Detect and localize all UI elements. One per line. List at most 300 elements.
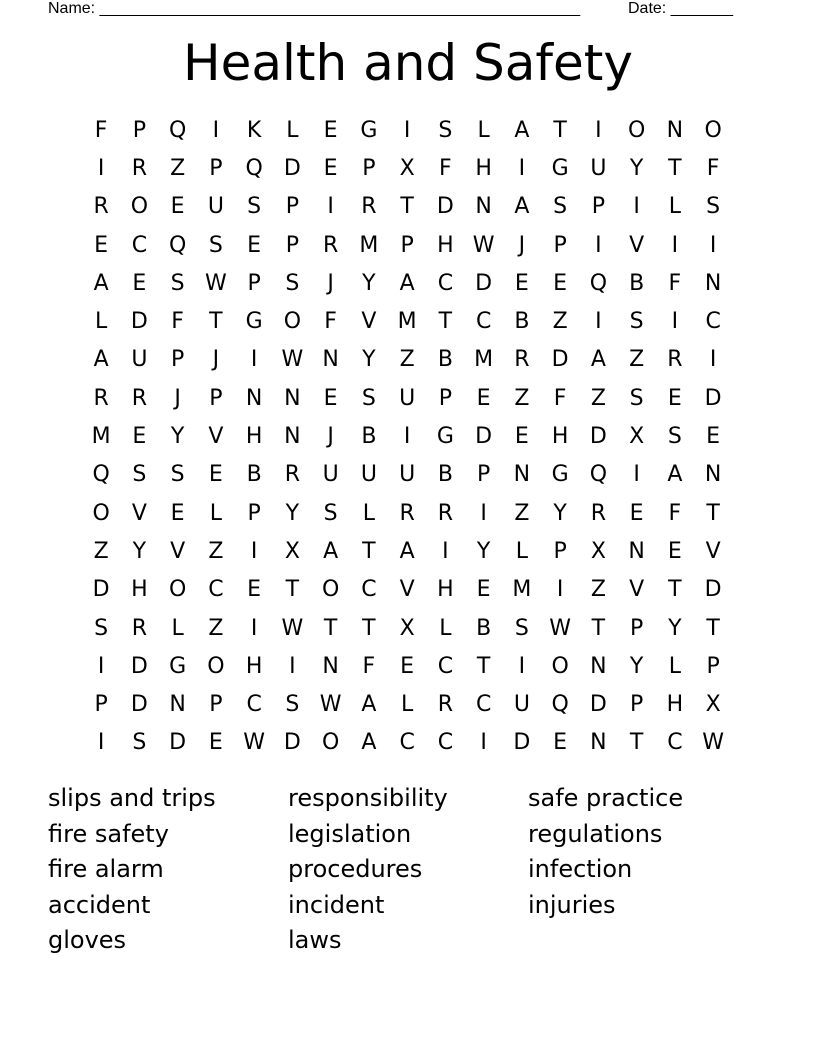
grid-letter[interactable]: W — [243, 730, 265, 756]
grid-letter[interactable]: P — [476, 462, 491, 488]
grid-letter[interactable]: N — [704, 462, 722, 488]
grid-letter[interactable]: P — [629, 615, 644, 641]
grid-letter[interactable]: D — [169, 730, 187, 756]
grid-letter[interactable]: E — [323, 385, 338, 411]
grid-letter[interactable]: T — [591, 615, 606, 641]
grid-letter[interactable]: F — [362, 653, 376, 679]
grid-letter[interactable]: D — [130, 653, 148, 679]
grid-letter[interactable]: H — [245, 424, 263, 450]
grid-letter[interactable]: O — [627, 117, 646, 143]
grid-letter[interactable]: C — [475, 309, 492, 335]
grid-letter[interactable]: H — [475, 155, 492, 181]
grid-letter[interactable]: P — [553, 538, 567, 564]
grid-letter[interactable]: E — [132, 424, 147, 450]
grid-letter[interactable]: I — [442, 538, 449, 564]
grid-letter[interactable]: P — [362, 155, 376, 181]
grid-letter[interactable]: I — [250, 615, 258, 641]
grid-letter[interactable]: R — [131, 155, 148, 181]
grid-letter[interactable]: F — [706, 155, 720, 181]
grid-letter[interactable]: E — [553, 730, 568, 756]
grid-letter[interactable]: E — [323, 155, 338, 181]
grid-letter[interactable]: S — [94, 615, 109, 641]
grid-letter[interactable]: S — [285, 270, 300, 296]
grid-letter[interactable]: F — [171, 309, 184, 335]
grid-letter[interactable]: Y — [629, 653, 644, 679]
grid-letter[interactable]: X — [590, 538, 606, 564]
grid-letter[interactable]: I — [595, 309, 602, 335]
grid-letter[interactable]: E — [667, 538, 682, 564]
grid-letter[interactable]: T — [668, 155, 682, 181]
grid-letter[interactable]: X — [629, 424, 645, 450]
grid-letter[interactable]: E — [208, 462, 223, 488]
grid-letter[interactable]: E — [400, 653, 415, 679]
grid-letter[interactable]: M — [91, 424, 111, 450]
grid-letter[interactable]: G — [245, 309, 263, 335]
grid-letter[interactable]: P — [209, 385, 223, 411]
grid-letter[interactable]: P — [553, 232, 567, 258]
grid-letter[interactable]: D — [551, 347, 569, 373]
grid-letter[interactable]: Y — [362, 347, 376, 373]
grid-letter[interactable]: Z — [208, 615, 224, 641]
grid-letter[interactable]: T — [706, 500, 720, 526]
grid-letter[interactable]: I — [403, 117, 411, 143]
grid-letter[interactable]: C — [131, 232, 148, 258]
grid-letter[interactable]: I — [97, 653, 105, 679]
grid-letter[interactable]: D — [283, 155, 301, 181]
grid-letter[interactable]: I — [595, 232, 602, 258]
grid-letter[interactable]: B — [361, 424, 377, 450]
grid-letter[interactable]: D — [475, 424, 493, 450]
grid-letter[interactable]: E — [323, 117, 338, 143]
grid-letter[interactable]: Z — [93, 538, 109, 564]
grid-letter[interactable]: N — [590, 730, 607, 756]
header-line — [48, 0, 768, 20]
grid-letter[interactable]: G — [360, 117, 378, 143]
grid-letter[interactable]: D — [92, 577, 110, 603]
grid-letter[interactable]: P — [591, 194, 606, 220]
grid-letter[interactable]: U — [590, 155, 607, 181]
grid-letter[interactable]: Y — [476, 538, 491, 564]
grid-letter[interactable]: Q — [168, 232, 187, 258]
grid-letter[interactable]: Y — [285, 500, 300, 526]
grid-letter[interactable]: B — [437, 462, 453, 488]
grid-letter[interactable]: S — [438, 117, 453, 143]
grid-letter[interactable]: Y — [170, 424, 185, 450]
grid-letter[interactable]: A — [514, 194, 530, 220]
grid-letter[interactable]: F — [94, 117, 108, 143]
grid-letter[interactable]: P — [400, 232, 414, 258]
grid-letter[interactable]: R — [514, 347, 530, 373]
grid-letter[interactable]: S — [706, 194, 721, 220]
grid-letter[interactable]: A — [361, 730, 377, 756]
grid-letter[interactable]: V — [361, 309, 377, 335]
grid-letter[interactable]: C — [399, 730, 415, 756]
grid-letter[interactable]: M — [359, 232, 379, 258]
grid-letter[interactable]: D — [130, 309, 148, 335]
grid-letter[interactable]: S — [361, 385, 376, 411]
grid-letter[interactable]: H — [245, 653, 263, 679]
grid-letter[interactable]: S — [208, 232, 223, 258]
word-bank-item: regulations — [528, 819, 663, 848]
grid-letter[interactable]: N — [284, 424, 301, 450]
word-bank-item: injuries — [528, 890, 616, 919]
grid-letter[interactable]: C — [437, 653, 454, 679]
grid-letter[interactable]: T — [706, 615, 720, 641]
grid-letter[interactable]: I — [633, 194, 640, 220]
grid-letter[interactable]: Y — [668, 615, 682, 641]
grid-letter[interactable]: Q — [551, 692, 569, 718]
grid-letter[interactable]: L — [94, 309, 108, 335]
grid-letter[interactable]: I — [480, 500, 487, 526]
grid-letter[interactable]: E — [476, 385, 491, 411]
grid-letter[interactable]: R — [93, 194, 109, 220]
grid-letter[interactable]: A — [514, 117, 530, 143]
grid-letter[interactable]: Z — [629, 347, 645, 373]
grid-letter[interactable]: L — [286, 117, 299, 143]
grid-letter[interactable]: T — [629, 730, 644, 756]
grid-letter[interactable]: Y — [629, 155, 644, 181]
grid-letter[interactable]: P — [209, 692, 223, 718]
grid-letter[interactable]: R — [437, 500, 454, 526]
grid-letter[interactable]: T — [438, 309, 453, 335]
grid-letter[interactable]: S — [247, 194, 262, 220]
grid-letter[interactable]: O — [168, 577, 187, 603]
grid-letter[interactable]: E — [247, 577, 262, 603]
word-bank-item: legislation — [288, 819, 412, 848]
grid-letter[interactable]: E — [208, 730, 223, 756]
grid-letter[interactable]: B — [437, 347, 453, 373]
grid-letter[interactable]: F — [439, 155, 452, 181]
grid-letter[interactable]: V — [705, 538, 721, 564]
grid-letter[interactable]: F — [668, 500, 682, 526]
grid-letter[interactable]: O — [207, 653, 225, 679]
grid-letter[interactable]: S — [323, 500, 338, 526]
grid-letter[interactable]: N — [169, 692, 186, 718]
grid-letter[interactable]: Q — [589, 270, 608, 296]
grid-letter[interactable]: S — [285, 692, 300, 718]
grid-letter[interactable]: P — [94, 692, 108, 718]
grid-letter[interactable]: C — [437, 730, 454, 756]
grid-letter[interactable]: U — [399, 462, 416, 488]
grid-letter[interactable]: D — [283, 730, 301, 756]
grid-letter[interactable]: V — [131, 500, 147, 526]
grid-letter[interactable]: I — [97, 155, 105, 181]
grid-letter[interactable]: X — [399, 155, 415, 181]
grid-letter[interactable]: H — [437, 577, 454, 603]
grid-letter[interactable]: N — [513, 462, 531, 488]
grid-letter[interactable]: R — [667, 347, 683, 373]
grid-letter[interactable]: O — [704, 117, 722, 143]
grid-letter[interactable]: P — [706, 653, 720, 679]
grid-letter[interactable]: E — [476, 577, 491, 603]
grid-letter[interactable]: T — [285, 577, 300, 603]
grid-letter[interactable]: U — [513, 692, 530, 718]
grid-letter[interactable]: H — [131, 577, 148, 603]
grid-letter[interactable]: A — [93, 347, 109, 373]
grid-letter[interactable]: E — [514, 424, 529, 450]
grid-letter[interactable]: D — [475, 270, 493, 296]
grid-letter[interactable]: Z — [170, 155, 186, 181]
word-bank-item: fire safety — [48, 819, 169, 848]
grid-letter[interactable]: I — [212, 117, 220, 143]
grid-letter[interactable]: S — [667, 424, 682, 450]
grid-letter[interactable]: X — [284, 538, 300, 564]
grid-letter[interactable]: S — [170, 462, 185, 488]
grid-letter[interactable]: R — [437, 692, 454, 718]
grid-letter[interactable]: S — [629, 385, 644, 411]
grid-letter[interactable]: J — [174, 385, 181, 411]
grid-letter[interactable]: N — [322, 347, 339, 373]
grid-letter[interactable]: Q — [92, 462, 110, 488]
grid-letter[interactable]: B — [514, 309, 530, 335]
grid-letter[interactable]: A — [93, 270, 109, 296]
grid-letter[interactable]: S — [170, 270, 185, 296]
grid-letter[interactable]: Z — [552, 309, 568, 335]
grid-letter[interactable]: E — [132, 270, 147, 296]
grid-letter[interactable]: D — [589, 424, 607, 450]
grid-letter[interactable]: R — [93, 385, 109, 411]
word-bank-item: responsibility — [288, 784, 448, 812]
grid-letter[interactable]: W — [204, 270, 227, 296]
grid-letter[interactable]: E — [553, 270, 568, 296]
grid-letter[interactable]: M — [397, 309, 417, 335]
grid-letter[interactable]: I — [480, 730, 487, 756]
grid-letter[interactable]: O — [321, 577, 340, 603]
grid-letter[interactable]: P — [170, 347, 185, 373]
grid-letter[interactable]: N — [666, 117, 684, 143]
grid-letter[interactable]: I — [709, 232, 717, 258]
grid-letter[interactable]: Z — [590, 385, 606, 411]
date-field[interactable]: Date: _______ — [628, 0, 733, 17]
grid-letter[interactable]: Z — [514, 500, 530, 526]
grid-letter[interactable]: L — [477, 117, 490, 143]
grid-letter[interactable]: T — [476, 653, 491, 679]
grid-letter[interactable]: C — [437, 270, 454, 296]
grid-letter[interactable]: I — [327, 194, 334, 220]
grid-letter[interactable]: Z — [208, 538, 224, 564]
grid-letter[interactable]: W — [472, 232, 495, 258]
grid-letter[interactable]: I — [518, 653, 526, 679]
grid-letter[interactable]: E — [170, 500, 185, 526]
grid-letter[interactable]: O — [551, 653, 569, 679]
grid-letter[interactable]: N — [475, 194, 492, 220]
grid-letter[interactable]: P — [209, 155, 223, 181]
grid-letter[interactable]: E — [629, 500, 644, 526]
grid-letter[interactable]: F — [324, 309, 337, 335]
grid-letter[interactable]: R — [131, 615, 148, 641]
grid-letter[interactable]: T — [323, 615, 338, 641]
grid-letter[interactable]: C — [667, 730, 683, 756]
grid-letter[interactable]: V — [629, 577, 645, 603]
grid-letter[interactable]: W — [549, 615, 571, 641]
grid-letter[interactable]: I — [289, 653, 296, 679]
grid-letter[interactable]: R — [399, 500, 415, 526]
grid-letter[interactable]: Z — [514, 385, 530, 411]
grid-letter[interactable]: E — [170, 194, 185, 220]
grid-letter[interactable]: F — [668, 270, 682, 296]
grid-letter[interactable]: B — [629, 270, 645, 296]
grid-letter[interactable]: N — [322, 653, 339, 679]
grid-letter[interactable]: T — [362, 538, 376, 564]
grid-letter[interactable]: G — [551, 155, 569, 181]
word-bank-item: gloves — [48, 926, 127, 955]
grid-letter[interactable]: H — [437, 232, 454, 258]
grid-letter[interactable]: H — [666, 692, 684, 718]
grid-letter[interactable]: A — [361, 692, 377, 718]
grid-letter[interactable]: U — [360, 462, 377, 488]
grid-letter[interactable]: V — [629, 232, 645, 258]
grid-letter[interactable]: B — [476, 615, 492, 641]
grid-letter[interactable]: L — [209, 500, 222, 526]
grid-letter[interactable]: M — [474, 347, 494, 373]
grid-letter[interactable]: S — [553, 194, 568, 220]
grid-letter[interactable]: W — [281, 615, 304, 641]
grid-letter[interactable]: C — [361, 577, 377, 603]
name-field[interactable]: Name: ______________________________________________________ — [48, 0, 581, 17]
grid-letter[interactable]: B — [246, 462, 262, 488]
grid-letter[interactable]: L — [439, 615, 452, 641]
grid-letter[interactable]: J — [327, 424, 334, 450]
grid-letter[interactable]: I — [403, 424, 411, 450]
grid-letter[interactable]: U — [131, 347, 148, 373]
grid-letter[interactable]: A — [399, 538, 415, 564]
grid-letter[interactable]: Z — [399, 347, 415, 373]
grid-letter[interactable]: I — [250, 347, 258, 373]
grid-letter[interactable]: D — [436, 194, 454, 220]
grid-letter[interactable]: C — [475, 692, 492, 718]
grid-letter[interactable]: W — [702, 730, 724, 756]
grid-letter[interactable]: U — [322, 462, 339, 488]
grid-letter[interactable]: I — [97, 730, 105, 756]
grid-letter[interactable]: G — [551, 462, 569, 488]
grid-letter[interactable]: P — [247, 270, 261, 296]
grid-letter[interactable]: S — [514, 615, 529, 641]
grid-letter[interactable]: I — [595, 117, 602, 143]
grid-letter[interactable]: O — [283, 309, 302, 335]
grid-letter[interactable]: R — [284, 462, 301, 488]
grid-letter[interactable]: L — [515, 538, 528, 564]
grid-letter[interactable]: V — [399, 577, 415, 603]
grid-letter[interactable]: A — [590, 347, 606, 373]
grid-letter[interactable]: L — [171, 615, 184, 641]
grid-letter[interactable]: I — [250, 538, 258, 564]
grid-letter[interactable]: O — [92, 500, 110, 526]
grid-letter[interactable]: I — [671, 309, 679, 335]
grid-letter[interactable]: R — [131, 385, 148, 411]
grid-letter[interactable]: A — [399, 270, 415, 296]
grid-letter[interactable]: G — [436, 424, 454, 450]
grid-letter[interactable]: I — [709, 347, 717, 373]
grid-letter[interactable]: P — [247, 500, 261, 526]
grid-letter[interactable]: N — [284, 385, 301, 411]
grid-letter[interactable]: D — [513, 730, 531, 756]
grid-letter[interactable]: E — [94, 232, 109, 258]
grid-letter[interactable]: L — [668, 194, 681, 220]
grid-letter[interactable]: I — [633, 462, 640, 488]
grid-letter[interactable]: N — [704, 270, 722, 296]
grid-letter[interactable]: A — [323, 538, 339, 564]
grid-letter[interactable]: R — [361, 194, 377, 220]
grid-letter[interactable]: Q — [168, 117, 187, 143]
grid-letter[interactable]: T — [362, 615, 376, 641]
grid-letter[interactable]: N — [245, 385, 263, 411]
grid-letter[interactable]: C — [246, 692, 262, 718]
grid-letter[interactable]: Y — [132, 538, 147, 564]
grid-letter[interactable]: T — [668, 577, 682, 603]
grid-letter[interactable]: I — [518, 155, 526, 181]
grid-letter[interactable]: T — [209, 309, 223, 335]
grid-letter[interactable]: Y — [362, 270, 376, 296]
grid-letter[interactable]: N — [628, 538, 645, 564]
grid-letter[interactable]: E — [514, 270, 529, 296]
grid-letter[interactable]: D — [130, 692, 148, 718]
grid-letter[interactable]: P — [285, 194, 300, 220]
grid-letter[interactable]: C — [208, 577, 224, 603]
grid-letter[interactable]: D — [589, 692, 607, 718]
grid-letter[interactable]: W — [319, 692, 342, 718]
grid-letter[interactable]: E — [706, 424, 721, 450]
grid-letter[interactable]: A — [667, 462, 683, 488]
grid-letter[interactable]: O — [321, 730, 340, 756]
grid-letter[interactable]: R — [322, 232, 339, 258]
grid-letter[interactable]: L — [362, 500, 375, 526]
grid-letter[interactable]: S — [629, 309, 644, 335]
grid-letter[interactable]: D — [704, 385, 722, 411]
grid-letter[interactable]: J — [212, 347, 220, 373]
grid-letter[interactable]: P — [285, 232, 300, 258]
grid-letter[interactable]: Z — [590, 577, 606, 603]
grid-letter[interactable]: V — [208, 424, 224, 450]
grid-letter[interactable]: X — [399, 615, 415, 641]
grid-letter[interactable]: H — [551, 424, 569, 450]
grid-letter[interactable]: J — [327, 270, 334, 296]
grid-letter[interactable]: L — [400, 692, 414, 718]
grid-letter[interactable]: L — [668, 653, 681, 679]
grid-letter[interactable]: P — [438, 385, 453, 411]
grid-letter[interactable]: M — [512, 577, 532, 603]
grid-letter[interactable]: S — [132, 462, 147, 488]
grid-letter[interactable]: U — [207, 194, 224, 220]
grid-letter[interactable]: J — [518, 232, 526, 258]
grid-letter[interactable]: C — [705, 309, 721, 335]
grid-letter[interactable]: T — [400, 194, 414, 220]
grid-letter[interactable]: D — [704, 577, 722, 603]
grid-letter[interactable]: P — [629, 692, 644, 718]
grid-letter[interactable]: K — [246, 117, 262, 143]
grid-letter[interactable]: S — [132, 730, 147, 756]
grid-letter[interactable]: I — [556, 577, 564, 603]
grid-letter[interactable]: R — [590, 500, 607, 526]
grid-letter[interactable]: G — [169, 653, 187, 679]
grid-letter[interactable]: T — [553, 117, 567, 143]
word-bank-item: safe practice — [528, 784, 684, 812]
grid-letter[interactable]: X — [705, 692, 721, 718]
grid-letter[interactable]: Q — [245, 155, 263, 181]
grid-letter[interactable]: E — [247, 232, 262, 258]
grid-letter[interactable]: E — [667, 385, 682, 411]
grid-letter[interactable]: P — [132, 117, 147, 143]
grid-letter[interactable]: I — [671, 232, 679, 258]
grid-letter[interactable]: Q — [589, 462, 608, 488]
grid-letter[interactable]: F — [553, 385, 567, 411]
grid-letter[interactable]: U — [399, 385, 416, 411]
grid-letter[interactable]: W — [281, 347, 304, 373]
grid-letter[interactable]: O — [130, 194, 149, 220]
word-bank — [48, 780, 768, 958]
grid-letter[interactable]: V — [170, 538, 186, 564]
grid-letter[interactable]: Y — [553, 500, 567, 526]
grid-letter[interactable]: N — [590, 653, 607, 679]
